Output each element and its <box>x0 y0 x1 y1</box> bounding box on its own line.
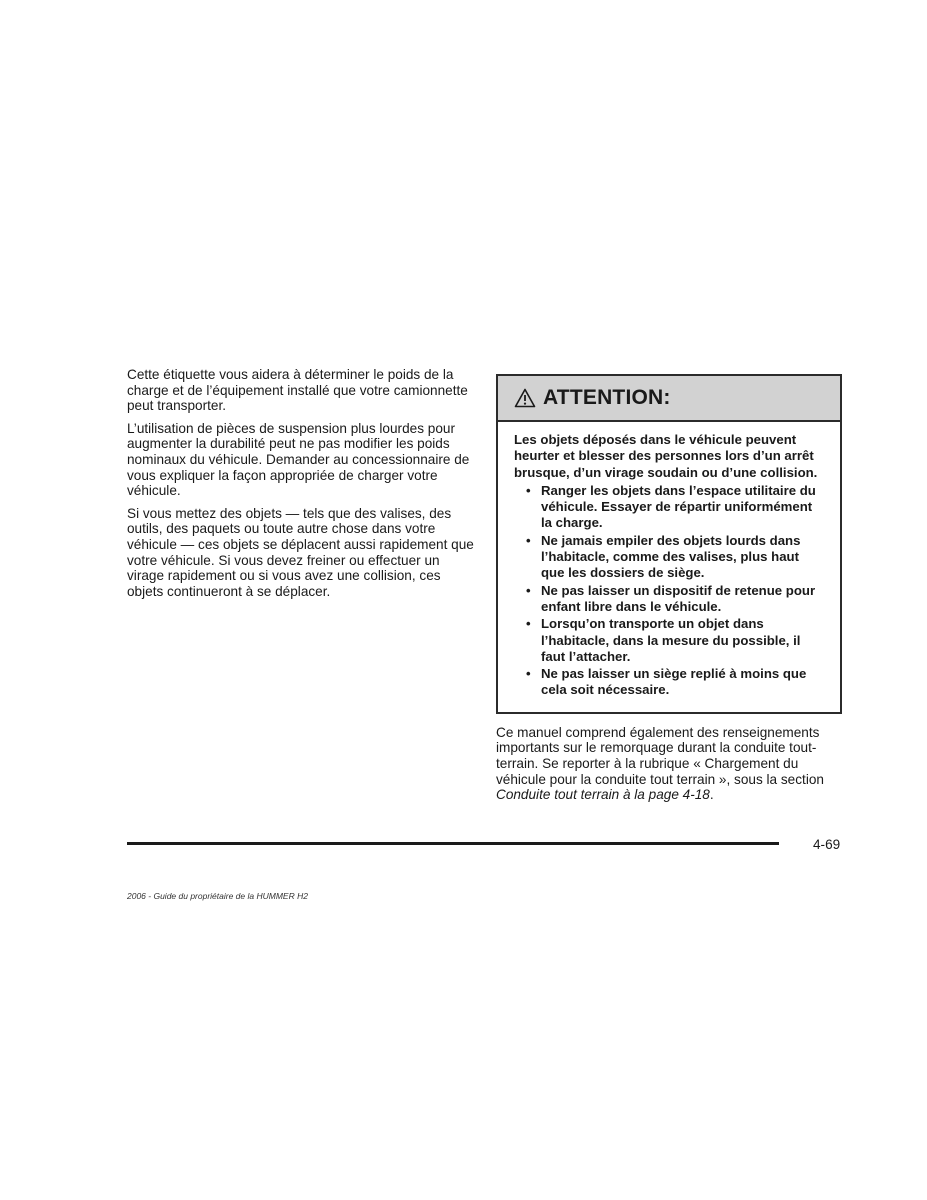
caution-header <box>498 376 840 422</box>
caution-body <box>498 422 840 712</box>
towing-end: . <box>709 787 714 803</box>
warning-triangle-icon <box>514 388 536 408</box>
towing-paragraph <box>496 725 842 803</box>
list-item-text: Ne pas laisser un dispositif de retenue pour enfant libre dans le véhicule. <box>541 582 816 614</box>
bullet: • <box>526 582 531 598</box>
list-item <box>514 666 826 699</box>
page-number: 4-69 <box>813 837 841 852</box>
list-item <box>514 483 826 532</box>
bullet: • <box>526 616 531 632</box>
paragraph-label-info: Cette étiquette vous aidera à déterminer le poids de la charge et de l’équipement installé que votre camionnette peut transporter. <box>127 367 468 414</box>
bullet: • <box>526 666 531 682</box>
list-item <box>514 533 826 582</box>
section-reference: Conduite tout terrain à la page 4-18 <box>496 787 710 803</box>
list-item-text: Ne jamais empiler des objets lourds dans l’habitacle, comme des valises, plus haut que les dossiers de siège. <box>541 532 801 581</box>
caution-intro: Les objets déposés dans le véhicule peuvent heurter et blesser des personnes lors d’un arrêt brusque, d’un virage soudain ou d’une collision. <box>514 432 818 480</box>
list-item <box>514 583 826 616</box>
list-item-text: Ne pas laisser un siège replié à moins que cela soit nécessaire. <box>541 666 807 698</box>
paragraph-suspension: L’utilisation de pièces de suspension plus lourdes pour augmenter la durabilité peut ne pas modifier les poids nominaux du véhicule. Demander au concessionnaire de vous expliquer la façon appropriée de charger votre véhicule. <box>127 420 470 499</box>
caution-title: ATTENTION: <box>543 386 671 409</box>
caution-box <box>496 374 842 714</box>
towing-text: Ce manuel comprend également des renseignements importants sur le remorquage durant la conduite tout-terrain. Se reporter à la rubrique « Chargement du véhicule pour la conduite tout terrain », sous la section <box>496 724 824 787</box>
left-column <box>127 367 477 606</box>
footer-rule <box>127 842 779 845</box>
list-item-text: Ranger les objets dans l’espace utilitaire du véhicule. Essayer de répartir uniformément la charge. <box>541 482 816 531</box>
caution-list <box>514 483 826 699</box>
footer-text: 2006 - Guide du propriétaire de la HUMMER H2 <box>127 891 308 901</box>
bullet: • <box>526 532 531 548</box>
right-column <box>496 374 842 816</box>
list-item-text: Lorsqu’on transporte un objet dans l’habitacle, dans la mesure du possible, il faut l’attacher. <box>541 616 801 664</box>
bullet: • <box>526 482 531 498</box>
list-item <box>514 616 826 665</box>
paragraph-objects: Si vous mettez des objets — tels que des valises, des outils, des paquets ou toute autre chose dans votre véhicule — ces objets se déplacent aussi rapidement que votre véhicule. Si vous devez freiner ou effectuer un virage rapidement ou si vous avez une collision, ces objets continueront à se déplacer. <box>127 505 474 599</box>
